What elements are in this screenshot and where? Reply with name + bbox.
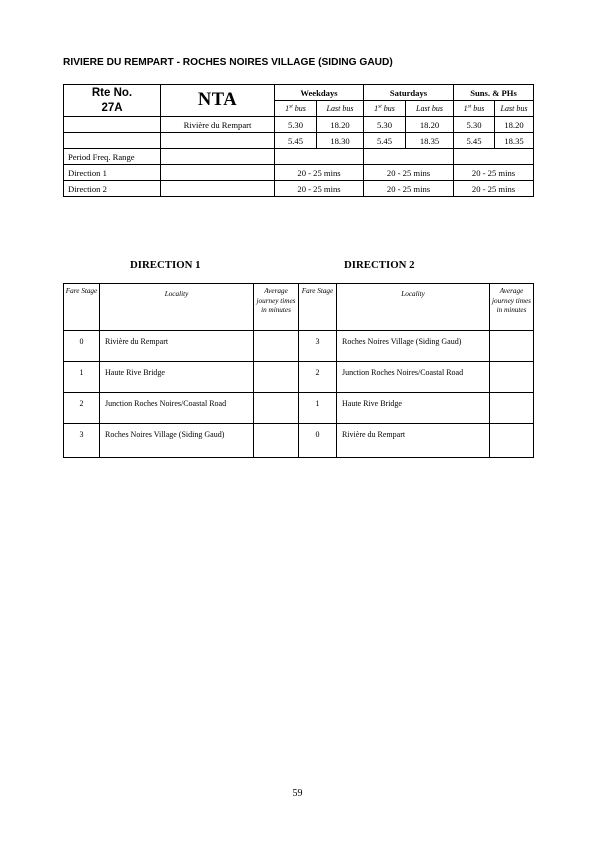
fare-stages-table — [63, 283, 534, 458]
direction1-heading: DIRECTION 1 — [130, 259, 201, 271]
fare-stage-cell: 1 — [64, 362, 100, 393]
locality-cell: Roches Noires Village (Siding Gaud) — [100, 424, 254, 458]
first-bus-header: 1st bus — [454, 101, 495, 117]
avg-journey-header: Average journey times in minutes — [490, 284, 534, 331]
direction2-heading: DIRECTION 2 — [344, 259, 415, 271]
journey-time-cell — [490, 393, 534, 424]
time-cell: 18.20 — [495, 117, 534, 133]
fare-stage-cell: 2 — [64, 393, 100, 424]
frequency-cell: 20 - 25 mins — [454, 181, 534, 197]
weekdays-header: Weekdays — [275, 85, 364, 101]
fare-stage-cell: 1 — [299, 393, 337, 424]
locality-cell: Roches Noires Village (Siding Gaud) — [337, 331, 490, 362]
route-number: 27A — [101, 101, 123, 114]
time-cell: 18.30 — [317, 133, 364, 149]
avg-journey-header: Average journey times in minutes — [254, 284, 299, 331]
fare-stage-cell: 0 — [64, 331, 100, 362]
locality-cell: Junction Roches Noires/Coastal Road — [100, 393, 254, 424]
fare-stage-header: Fare Stage — [299, 284, 337, 331]
time-cell: 5.30 — [364, 117, 406, 133]
empty-cell — [64, 117, 161, 133]
schedule-table — [63, 84, 534, 197]
empty-cell — [454, 149, 534, 165]
journey-time-cell — [254, 424, 299, 458]
frequency-cell: 20 - 25 mins — [275, 165, 364, 181]
saturdays-header: Saturdays — [364, 85, 454, 101]
journey-time-cell — [490, 424, 534, 458]
fare-stage-cell: 3 — [299, 331, 337, 362]
first-bus-header: 1st bus — [275, 101, 317, 117]
journey-time-cell — [254, 393, 299, 424]
locality-cell: Rivière du Rempart — [100, 331, 254, 362]
time-cell: 18.20 — [317, 117, 364, 133]
locality-cell: Junction Roches Noires/Coastal Road — [337, 362, 490, 393]
journey-time-cell — [490, 331, 534, 362]
time-cell: 5.45 — [454, 133, 495, 149]
route-title: RIVIERE DU REMPART - ROCHES NOIRES VILLAGE (SIDING GAUD) — [63, 57, 393, 68]
time-cell: 18.35 — [495, 133, 534, 149]
time-cell: 18.20 — [406, 117, 454, 133]
direction1-label: Direction 1 — [64, 165, 161, 181]
last-bus-header: Last bus — [495, 101, 534, 117]
last-bus-header: Last bus — [317, 101, 364, 117]
fare-stage-cell: 2 — [299, 362, 337, 393]
sundays-header: Suns. & PHs — [454, 85, 534, 101]
empty-cell — [364, 149, 454, 165]
frequency-cell: 20 - 25 mins — [364, 165, 454, 181]
time-cell: 5.45 — [275, 133, 317, 149]
fare-stage-cell: 0 — [299, 424, 337, 458]
frequency-cell: 20 - 25 mins — [364, 181, 454, 197]
empty-cell — [275, 149, 364, 165]
locality-header: Locality — [100, 284, 254, 331]
journey-time-cell — [254, 331, 299, 362]
journey-time-cell — [254, 362, 299, 393]
route-label: Rte No. — [91, 86, 133, 99]
page-number: 59 — [292, 788, 303, 799]
origin-cell: Rivière du Rempart — [161, 117, 275, 133]
time-cell: 5.30 — [454, 117, 495, 133]
first-bus-header: 1st bus — [364, 101, 406, 117]
locality-cell: Rivière du Rempart — [337, 424, 490, 458]
empty-cell — [161, 149, 275, 165]
route-number-cell — [64, 85, 161, 117]
period-freq-label: Period Freq. Range — [64, 149, 161, 165]
direction2-label: Direction 2 — [64, 181, 161, 197]
locality-cell: Haute Rive Bridge — [100, 362, 254, 393]
last-bus-header: Last bus — [406, 101, 454, 117]
time-cell: 5.30 — [275, 117, 317, 133]
operator-cell: NTA — [161, 85, 275, 117]
empty-cell — [161, 133, 275, 149]
empty-cell — [161, 181, 275, 197]
empty-cell — [64, 133, 161, 149]
empty-cell — [161, 165, 275, 181]
frequency-cell: 20 - 25 mins — [275, 181, 364, 197]
fare-stage-header: Fare Stage — [64, 284, 100, 331]
journey-time-cell — [490, 362, 534, 393]
time-cell: 18.35 — [406, 133, 454, 149]
locality-cell: Haute Rive Bridge — [337, 393, 490, 424]
fare-stage-cell: 3 — [64, 424, 100, 458]
frequency-cell: 20 - 25 mins — [454, 165, 534, 181]
time-cell: 5.45 — [364, 133, 406, 149]
locality-header: Locality — [337, 284, 490, 331]
